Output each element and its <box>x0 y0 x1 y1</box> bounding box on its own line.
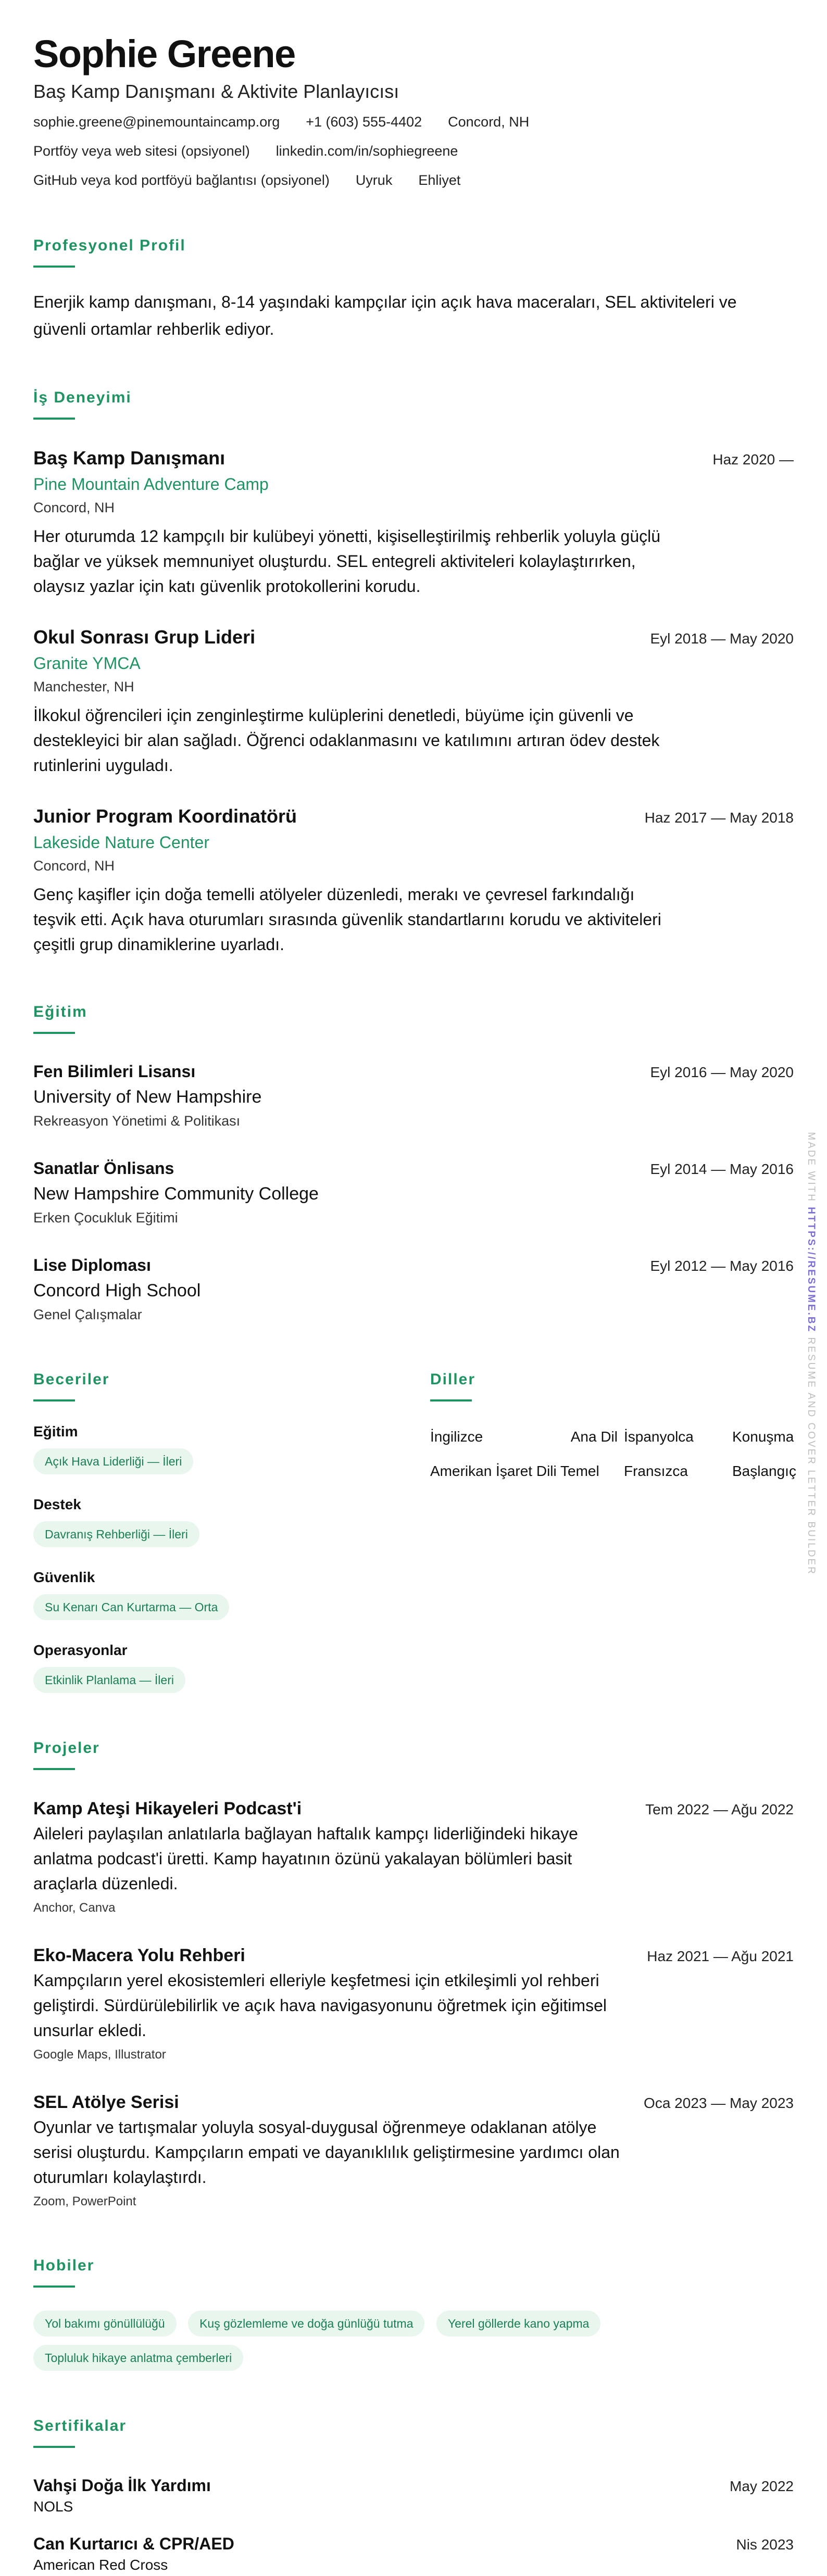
project-tools: Anchor, Canva <box>33 1901 116 1915</box>
section-divider <box>33 2446 75 2448</box>
section-title: Projeler <box>33 1739 100 1757</box>
company-name: Granite YMCA <box>33 654 141 673</box>
section-title: Beceriler <box>33 1371 110 1388</box>
profile-section <box>33 236 794 343</box>
certification-entry <box>33 2533 794 2575</box>
language-level: Temel <box>560 1463 599 1479</box>
project-entry <box>33 1944 794 2064</box>
experience-entry <box>33 805 794 957</box>
skill-group <box>33 1422 430 1474</box>
hobby-pill: Yol bakımı gönüllülüğü <box>33 2310 177 2337</box>
project-title: Kamp Ateşi Hikayeleri Podcast'i <box>33 1799 302 1819</box>
skill-pill: Açık Hava Liderliği — İleri <box>33 1448 193 1474</box>
section-divider <box>33 2285 75 2288</box>
section-divider <box>33 1768 75 1770</box>
skill-group-name: Destek <box>33 1496 81 1512</box>
job-location: Concord, NH <box>33 858 115 874</box>
school-name: Concord High School <box>33 1281 201 1300</box>
field-of-study: Genel Çalışmalar <box>33 1307 142 1322</box>
section-divider <box>430 1399 472 1401</box>
degree-title: Lise Diploması <box>33 1256 151 1274</box>
certification-date: Nis 2023 <box>736 2536 794 2553</box>
projects-section <box>33 1739 794 2211</box>
project-dates: Tem 2022 — Ağu 2022 <box>645 1801 794 1817</box>
github-link[interactable]: GitHub veya kod portföyü bağlantısı (opsiyonel) <box>33 172 330 188</box>
company-name: Lakeside Nature Center <box>33 833 209 852</box>
resume-header <box>33 31 794 191</box>
section-title: Sertifikalar <box>33 2417 127 2434</box>
language-name: İngilizce <box>430 1429 483 1445</box>
job-location: Concord, NH <box>33 500 115 515</box>
project-description: Aileleri paylaşılan anlatılarla bağlayan haftalık kampçı liderliğindeki hikaye anlatma podcast'i üretti. Kamp hayatının özünü yakalayan bölümleri basit araçlarla düzenledi. <box>33 1824 578 1893</box>
project-title: Eko-Macera Yolu Rehberi <box>33 1946 245 1965</box>
contact-row <box>33 170 794 191</box>
language-name: Fransızca <box>624 1463 688 1479</box>
education-section <box>33 1003 794 1324</box>
job-dates: Eyl 2018 — May 2020 <box>650 630 794 647</box>
hobby-list <box>33 2302 710 2371</box>
nationality-text: Uyruk <box>355 172 393 188</box>
language-name: Amerikan İşaret Dili <box>430 1463 557 1479</box>
location-text: Concord, NH <box>448 114 530 130</box>
skill-group-name: Operasyonlar <box>33 1642 128 1658</box>
section-title: İş Deneyimi <box>33 389 132 406</box>
job-title: Okul Sonrası Grup Lideri <box>33 626 256 648</box>
section-divider <box>33 1032 75 1034</box>
job-location: Manchester, NH <box>33 679 134 694</box>
language-name: İspanyolca <box>624 1429 694 1445</box>
skill-pill: Etkinlik Planlama — İleri <box>33 1667 185 1693</box>
watermark-prefix: MADE WITH <box>806 1132 817 1203</box>
hobby-pill: Yerel göllerde kano yapma <box>436 2310 601 2337</box>
license-text: Ehliyet <box>418 172 461 188</box>
project-tools: Zoom, PowerPoint <box>33 2194 136 2208</box>
project-entry <box>33 1797 794 1917</box>
education-dates: Eyl 2014 — May 2016 <box>650 1161 794 1177</box>
skill-group <box>33 1568 430 1620</box>
degree-title: Fen Bilimleri Lisansı <box>33 1062 196 1081</box>
certification-entry <box>33 2475 794 2517</box>
skill-group-name: Güvenlik <box>33 1569 95 1585</box>
phone-link[interactable]: +1 (603) 555-4402 <box>306 114 422 130</box>
candidate-headline: Baş Kamp Danışmanı & Aktivite Planlayıcısı <box>33 81 399 102</box>
language-level: Başlangıç <box>732 1463 796 1479</box>
builder-watermark <box>798 1119 824 1588</box>
section-title: Diller <box>430 1371 476 1388</box>
language-level: Ana Dil <box>570 1429 618 1445</box>
experience-section <box>33 388 794 957</box>
experience-entry <box>33 626 794 778</box>
project-dates: Haz 2021 — Ağu 2021 <box>647 1948 794 1964</box>
profile-summary: Enerjik kamp danışmanı, 8-14 yaşındaki kampçılar için açık hava maceraları, SEL aktiviteleri ve güvenli ortamlar rehberlik ediyor. <box>33 293 737 338</box>
degree-title: Sanatlar Önlisans <box>33 1159 174 1178</box>
job-title: Baş Kamp Danışmanı <box>33 447 225 469</box>
education-entry <box>33 1255 794 1324</box>
experience-entry <box>33 447 794 599</box>
watermark-suffix: RESUME AND COVER LETTER BUILDER <box>806 1337 817 1575</box>
skill-group-name: Eğitim <box>33 1423 78 1439</box>
certification-date: May 2022 <box>730 2478 794 2494</box>
education-entry <box>33 1158 794 1228</box>
project-description: Kampçıların yerel ekosistemleri elleriyle keşfetmesi için etkileşimli yol rehberi geliştirdi. Sürdürülebilirlik ve açık hava navigasyonunu öğretmek için eğitimsel unsurlar ekledi. <box>33 1971 607 2040</box>
job-description: Genç kaşifler için doğa temelli atölyeler düzenledi, merakı ve çevresel farkındalığı teşvik etti. Açık hava oturumları sırasında güvenlik standartlarını korudu ve aktiviteleri çeşitli grup dinamiklerine uyarladı. <box>33 885 661 954</box>
job-description: Her oturumda 12 kampçılı bir kulübeyi yönetti, kişiselleştirilmiş rehberlik yoluyla güçlü bağlar ve yüksek memnuniyet oluşturdu. SEL entegreli aktiviteleri kolaylaştırırken, olaysız yazlar için katı güvenlik protokollerini korudu. <box>33 527 661 596</box>
project-description: Oyunlar ve tartışmalar yoluyla sosyal-duygusal öğrenmeye odaklanan atölye serisi oluşturdu. Kampçıların empati ve dayanıklılık geliştirmesine yardımcı olan oturumları kolaylaştırdı. <box>33 2118 620 2187</box>
email-link[interactable]: sophie.greene@pinemountaincamp.org <box>33 114 280 130</box>
field-of-study: Rekreasyon Yönetimi & Politikası <box>33 1113 241 1129</box>
project-entry <box>33 2091 794 2211</box>
certification-name: Vahşi Doğa İlk Yardımı <box>33 2476 211 2495</box>
hobby-pill: Kuş gözlemleme ve doğa günlüğü tutma <box>188 2310 424 2337</box>
project-tools: Google Maps, Illustrator <box>33 2048 166 2062</box>
linkedin-link[interactable]: linkedin.com/in/sophiegreene <box>275 143 458 159</box>
hobby-pill: Topluluk hikaye anlatma çemberleri <box>33 2345 243 2371</box>
section-divider <box>33 418 75 420</box>
school-name: University of New Hampshire <box>33 1087 262 1107</box>
certification-issuer: NOLS <box>33 2498 73 2515</box>
project-title: SEL Atölye Serisi <box>33 2092 179 2112</box>
skill-group <box>33 1641 430 1693</box>
section-divider <box>33 266 75 268</box>
section-divider <box>33 1399 75 1401</box>
job-title: Junior Program Koordinatörü <box>33 805 297 827</box>
language-level: Konuşma <box>732 1429 794 1445</box>
education-dates: Eyl 2012 — May 2016 <box>650 1258 794 1274</box>
contact-row <box>33 111 794 132</box>
contact-row <box>33 141 794 161</box>
watermark-link[interactable]: HTTPS://RESUME.BZ <box>806 1207 817 1333</box>
field-of-study: Erken Çocukluk Eğitimi <box>33 1210 178 1226</box>
job-description: İlkokul öğrencileri için zenginleştirme kulüplerini denetledi, büyüme için güvenli ve destekleyici bir alan sağladı. Öğrenci odaklanmasını ve katılımını artıran ödev destek rutinlerini uyguladı. <box>33 706 660 775</box>
skill-pill: Su Kenarı Can Kurtarma — Orta <box>33 1594 229 1620</box>
certification-issuer: American Red Cross <box>33 2557 168 2573</box>
skills-languages-row <box>33 1370 794 1693</box>
certification-name: Can Kurtarıcı & CPR/AED <box>33 2534 234 2553</box>
job-dates: Haz 2020 — <box>712 451 794 468</box>
section-title: Hobiler <box>33 2257 95 2274</box>
education-dates: Eyl 2016 — May 2020 <box>650 1064 794 1080</box>
candidate-name: Sophie Greene <box>33 32 295 75</box>
project-dates: Oca 2023 — May 2023 <box>644 2095 794 2111</box>
company-name: Pine Mountain Adventure Camp <box>33 475 269 494</box>
website-link[interactable]: Portföy veya web sitesi (opsiyonel) <box>33 143 250 159</box>
section-title: Eğitim <box>33 1003 87 1020</box>
section-title: Profesyonel Profil <box>33 237 186 254</box>
skill-group <box>33 1495 430 1547</box>
hobbies-section <box>33 2256 794 2371</box>
languages-section <box>430 1370 794 1693</box>
school-name: New Hampshire Community College <box>33 1184 319 1204</box>
job-dates: Haz 2017 — May 2018 <box>644 810 794 826</box>
education-entry <box>33 1061 794 1131</box>
languages-grid <box>430 1428 794 1481</box>
skill-pill: Davranış Rehberliği — İleri <box>33 1521 199 1547</box>
certifications-section <box>33 2417 794 2575</box>
skills-section <box>33 1370 430 1693</box>
